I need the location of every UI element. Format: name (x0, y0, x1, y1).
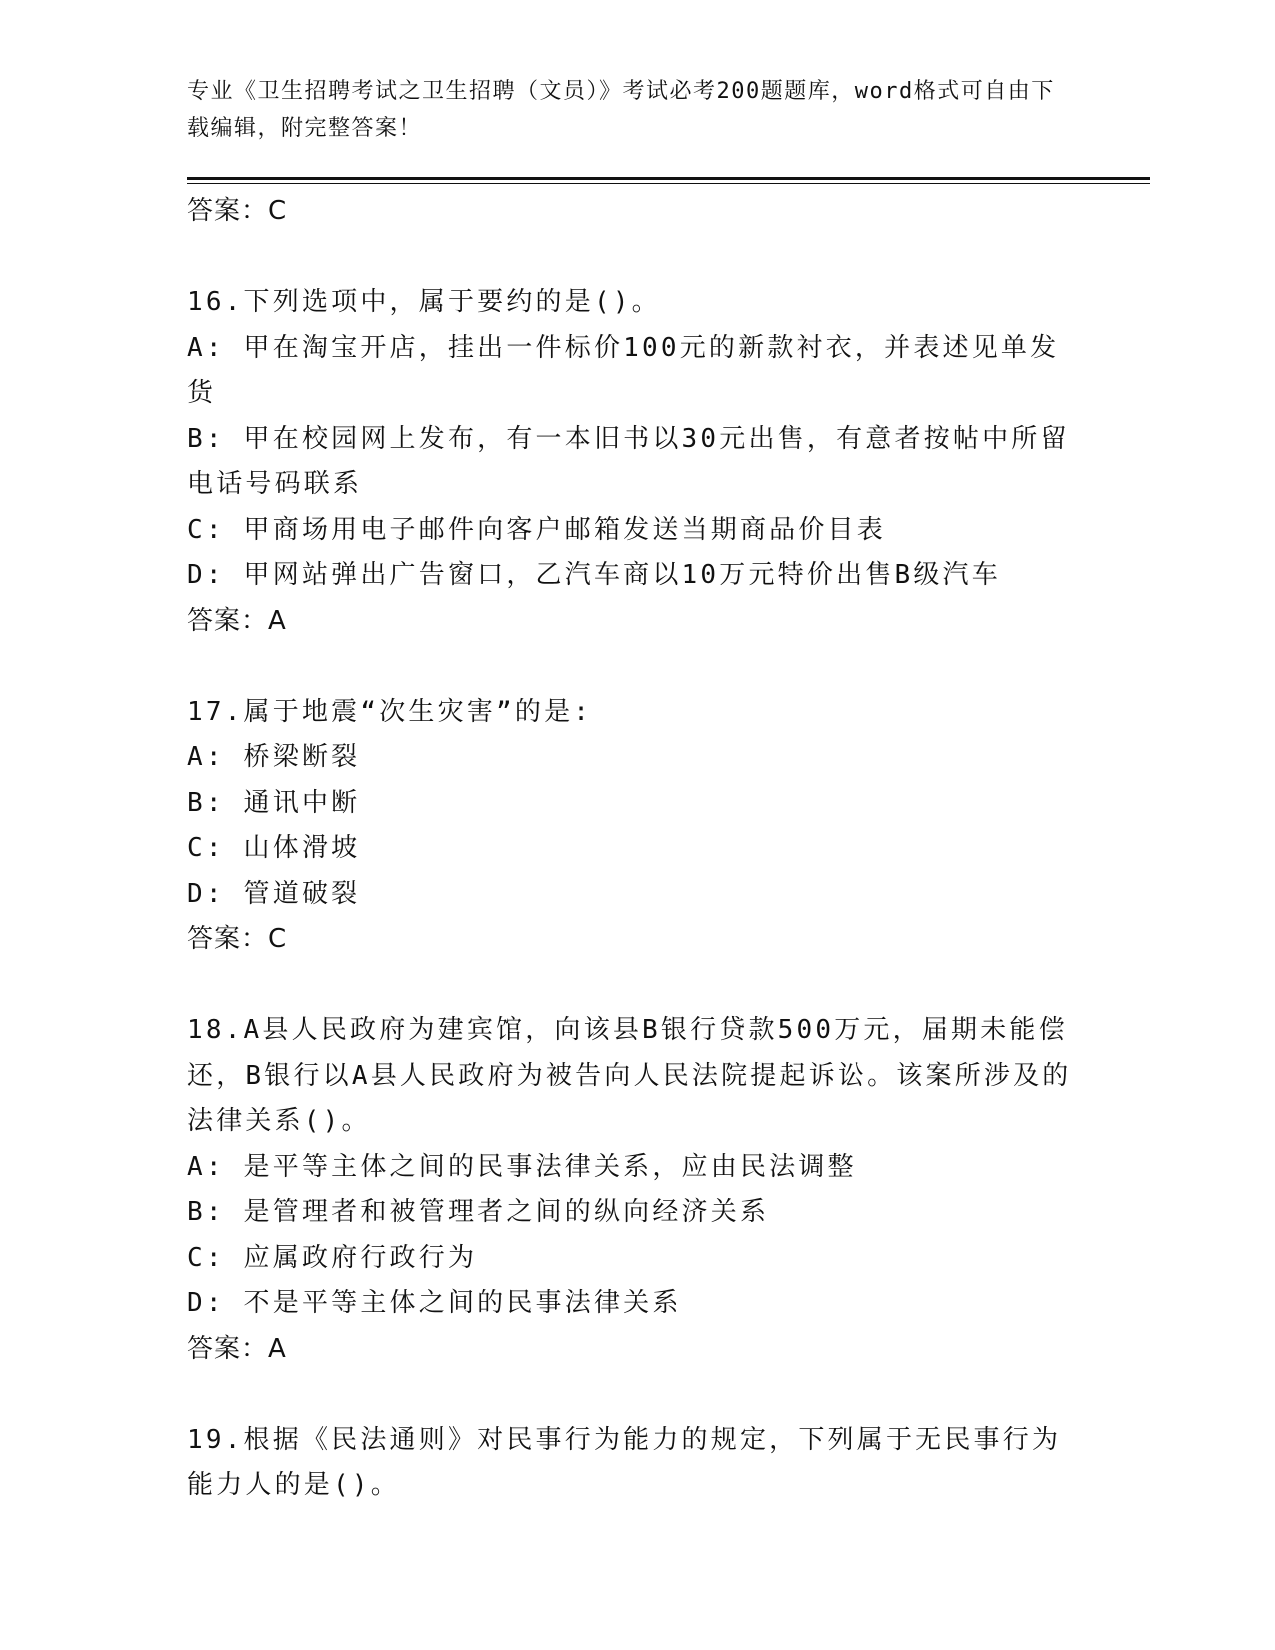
header-rule-thin (187, 183, 1150, 184)
answer-line: 答案：C (187, 196, 288, 226)
question-stem: 18.A县人民政府为建宾馆，向该县B银行贷款500万元，届期未能偿还，B银行以A县人民政府为被告向人民法院提起诉讼。该案所涉及的法律关系()。 (187, 1015, 1072, 1136)
question-stem: 16.下列选项中，属于要约的是()。 (187, 287, 661, 317)
question-block (187, 690, 1087, 963)
option-d: D: 甲网站弹出广告窗口，乙汽车商以10万元特价出售B级汽车 (187, 560, 1001, 590)
answer-line: 答案：C (187, 924, 288, 954)
question-stem: 17.属于地震“次生灾害”的是: (187, 696, 593, 727)
option-d: D: 不是平等主体之间的民事法律关系 (187, 1288, 682, 1318)
spacer (187, 1372, 1087, 1418)
option-c: C: 甲商场用电子邮件向客户邮箱发送当期商品价目表 (187, 514, 886, 545)
option-b: B: 通讯中断 (187, 787, 361, 818)
spacer (187, 235, 1087, 281)
spacer (187, 644, 1087, 690)
header-rule-thick (187, 177, 1150, 180)
answer-line: 答案：A (187, 1333, 287, 1364)
option-c: C: 应属政府行政行为 (187, 1242, 478, 1273)
answer-line: 答案：A (187, 605, 287, 636)
option-a: A: 甲在淘宝开店，挂出一件标价100元的新款衬衣，并表述见单发货 (187, 332, 1060, 408)
option-c: C: 山体滑坡 (187, 833, 361, 863)
question-stem: 19.根据《民法通则》对民事行为能力的规定，下列属于无民事行为能力人的是()。 (187, 1424, 1062, 1500)
option-d: D: 管道破裂 (187, 878, 361, 909)
option-b: B: 甲在校园网上发布，有一本旧书以30元出售，有意者按帖中所留电话号码联系 (187, 423, 1070, 499)
document-header: 专业《卫生招聘考试之卫生招聘（文员）》考试必考200题题库，word格式可自由下载编辑，附完整答案！ (187, 79, 1055, 141)
option-a: A: 桥梁断裂 (187, 742, 361, 772)
option-a: A: 是平等主体之间的民事法律关系，应由民法调整 (187, 1151, 857, 1182)
spacer (187, 963, 1087, 1009)
question-block (187, 280, 1087, 644)
question-block (187, 1418, 1087, 1509)
option-b: B: 是管理者和被管理者之间的纵向经济关系 (187, 1197, 770, 1227)
question-content (187, 189, 1087, 1509)
question-block (187, 1008, 1087, 1372)
